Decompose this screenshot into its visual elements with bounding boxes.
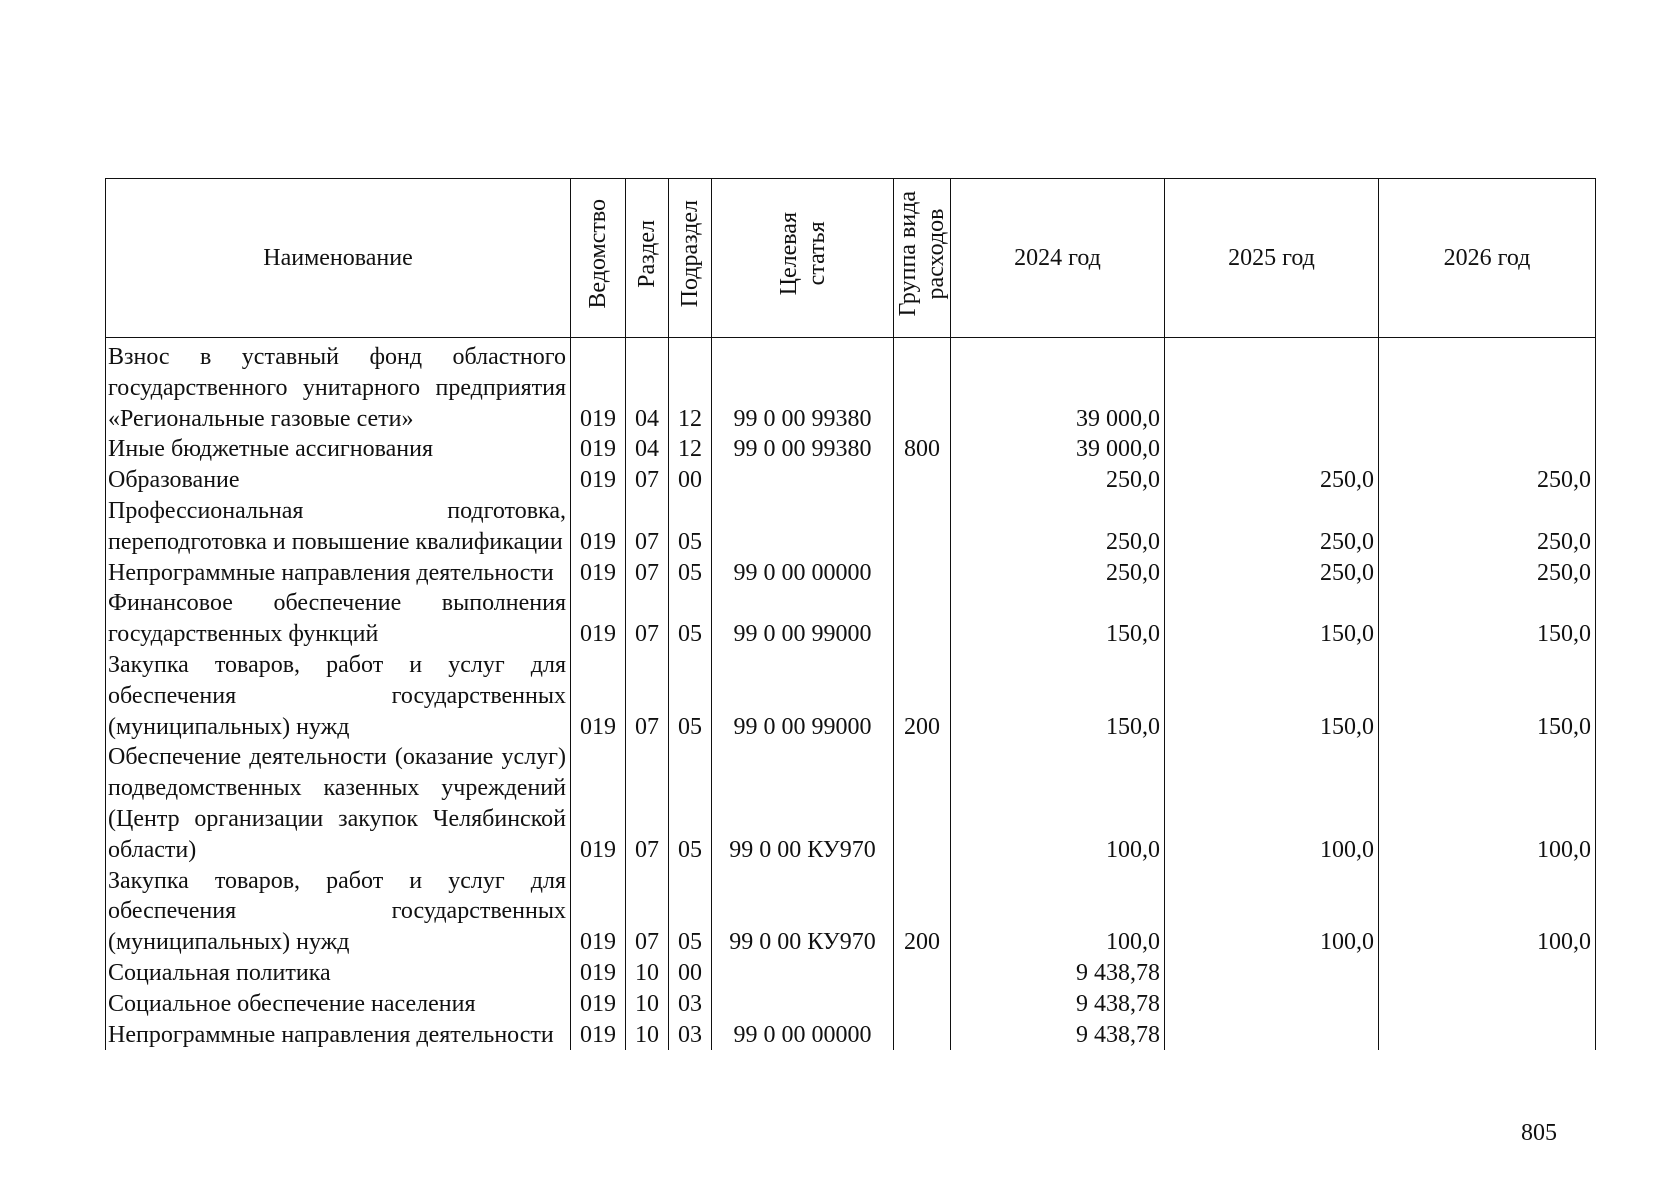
row-2025: 100,0 (1165, 866, 1379, 958)
row-2024: 39 000,0 (951, 338, 1165, 435)
row-target-article (712, 496, 894, 558)
row-ved: 019 (571, 558, 626, 589)
table-row (106, 558, 1596, 589)
row-target-article: 99 0 00 99380 (712, 338, 894, 435)
header-name: Наименование (106, 179, 571, 338)
row-podrazdel: 05 (669, 650, 712, 742)
row-2024: 150,0 (951, 588, 1165, 650)
header-target-article: Целевая статья (712, 179, 894, 338)
row-2024: 250,0 (951, 465, 1165, 496)
row-ved: 019 (571, 866, 626, 958)
table-row (106, 496, 1596, 558)
row-ved: 019 (571, 434, 626, 465)
row-podrazdel: 05 (669, 866, 712, 958)
row-2026 (1379, 338, 1596, 435)
row-ved: 019 (571, 650, 626, 742)
row-2025: 250,0 (1165, 496, 1379, 558)
row-2026 (1379, 958, 1596, 989)
row-2024: 100,0 (951, 742, 1165, 865)
row-name: Непрограммные направления деятельности (106, 1020, 571, 1051)
row-name: Социальная политика (106, 958, 571, 989)
row-razdel: 07 (626, 866, 669, 958)
row-target-article: 99 0 00 99000 (712, 588, 894, 650)
row-razdel: 10 (626, 958, 669, 989)
row-target-article (712, 465, 894, 496)
row-expense-group: 800 (894, 434, 951, 465)
row-expense-group (894, 989, 951, 1020)
row-2025: 150,0 (1165, 588, 1379, 650)
table-row (106, 465, 1596, 496)
row-razdel: 10 (626, 1020, 669, 1051)
row-target-article: 99 0 00 99000 (712, 650, 894, 742)
row-ved: 019 (571, 496, 626, 558)
row-razdel: 07 (626, 558, 669, 589)
row-ved: 019 (571, 338, 626, 435)
row-target-article: 99 0 00 00000 (712, 558, 894, 589)
table-row (106, 588, 1596, 650)
table-row (106, 958, 1596, 989)
row-expense-group: 200 (894, 866, 951, 958)
row-razdel: 07 (626, 588, 669, 650)
row-2026 (1379, 1020, 1596, 1051)
row-podrazdel: 05 (669, 742, 712, 865)
row-podrazdel: 05 (669, 588, 712, 650)
row-name: Взнос в уставный фонд областного государственного унитарного предприятия «Региональные газовые сети» (106, 338, 571, 435)
row-podrazdel: 05 (669, 558, 712, 589)
row-ved: 019 (571, 465, 626, 496)
row-podrazdel: 03 (669, 1020, 712, 1051)
row-2024: 100,0 (951, 866, 1165, 958)
row-2026 (1379, 434, 1596, 465)
row-2025: 100,0 (1165, 742, 1379, 865)
row-podrazdel: 03 (669, 989, 712, 1020)
table-row (106, 1020, 1596, 1051)
row-2026: 150,0 (1379, 650, 1596, 742)
row-razdel: 07 (626, 742, 669, 865)
row-name: Профессиональная подготовка, переподготовка и повышение квалификации (106, 496, 571, 558)
header-row (106, 179, 1596, 338)
row-name: Социальное обеспечение населения (106, 989, 571, 1020)
row-podrazdel: 12 (669, 338, 712, 435)
row-podrazdel: 00 (669, 465, 712, 496)
row-ved: 019 (571, 588, 626, 650)
row-name: Образование (106, 465, 571, 496)
row-name: Финансовое обеспечение выполнения государственных функций (106, 588, 571, 650)
row-2024: 250,0 (951, 558, 1165, 589)
row-expense-group (894, 465, 951, 496)
row-2024: 250,0 (951, 496, 1165, 558)
row-expense-group (894, 588, 951, 650)
table-row (106, 434, 1596, 465)
row-2025 (1165, 434, 1379, 465)
table-row (106, 650, 1596, 742)
row-target-article (712, 958, 894, 989)
row-2024: 9 438,78 (951, 989, 1165, 1020)
row-2025 (1165, 1020, 1379, 1051)
row-name: Иные бюджетные ассигнования (106, 434, 571, 465)
row-ved: 019 (571, 989, 626, 1020)
row-expense-group (894, 1020, 951, 1051)
row-ved: 019 (571, 1020, 626, 1051)
row-2025: 250,0 (1165, 465, 1379, 496)
table-row (106, 866, 1596, 958)
row-ved: 019 (571, 958, 626, 989)
budget-table (105, 178, 1596, 1050)
row-target-article (712, 989, 894, 1020)
table-row (106, 742, 1596, 865)
header-2024: 2024 год (951, 179, 1165, 338)
row-expense-group (894, 496, 951, 558)
row-2025 (1165, 338, 1379, 435)
row-2024: 9 438,78 (951, 1020, 1165, 1051)
page-number: 805 (1521, 1120, 1557, 1146)
row-2026: 100,0 (1379, 742, 1596, 865)
row-target-article: 99 0 00 99380 (712, 434, 894, 465)
header-podrazdel: Подраздел (669, 179, 712, 338)
row-2026: 100,0 (1379, 866, 1596, 958)
row-2026: 250,0 (1379, 465, 1596, 496)
row-2025: 150,0 (1165, 650, 1379, 742)
row-name: Закупка товаров, работ и услуг для обеспечения государственных (муниципальных) нужд (106, 650, 571, 742)
row-razdel: 07 (626, 465, 669, 496)
row-razdel: 07 (626, 496, 669, 558)
header-2025: 2025 год (1165, 179, 1379, 338)
row-2024: 39 000,0 (951, 434, 1165, 465)
row-expense-group (894, 338, 951, 435)
table-row (106, 989, 1596, 1020)
table-row (106, 338, 1596, 435)
row-2026: 150,0 (1379, 588, 1596, 650)
row-2025: 250,0 (1165, 558, 1379, 589)
row-podrazdel: 12 (669, 434, 712, 465)
row-target-article: 99 0 00 00000 (712, 1020, 894, 1051)
row-podrazdel: 00 (669, 958, 712, 989)
table-body (106, 338, 1596, 1051)
row-razdel: 04 (626, 434, 669, 465)
row-target-article: 99 0 00 КУ970 (712, 742, 894, 865)
row-podrazdel: 05 (669, 496, 712, 558)
header-2026: 2026 год (1379, 179, 1596, 338)
row-razdel: 10 (626, 989, 669, 1020)
header-expense-group: Группа вида расходов (894, 179, 951, 338)
row-target-article: 99 0 00 КУ970 (712, 866, 894, 958)
row-2025 (1165, 958, 1379, 989)
row-2026: 250,0 (1379, 496, 1596, 558)
row-name: Закупка товаров, работ и услуг для обеспечения государственных (муниципальных) нужд (106, 866, 571, 958)
row-2024: 9 438,78 (951, 958, 1165, 989)
row-name: Обеспечение деятельности (оказание услуг) подведомственных казенных учреждений (Центр организации закупок Челябинской области) (106, 742, 571, 865)
row-expense-group (894, 742, 951, 865)
row-name: Непрограммные направления деятельности (106, 558, 571, 589)
row-2024: 150,0 (951, 650, 1165, 742)
row-2025 (1165, 989, 1379, 1020)
row-expense-group: 200 (894, 650, 951, 742)
row-razdel: 07 (626, 650, 669, 742)
row-expense-group (894, 958, 951, 989)
header-razdel: Раздел (626, 179, 669, 338)
row-ved: 019 (571, 742, 626, 865)
row-expense-group (894, 558, 951, 589)
row-2026: 250,0 (1379, 558, 1596, 589)
row-2026 (1379, 989, 1596, 1020)
header-ved: Ведомство (571, 179, 626, 338)
row-razdel: 04 (626, 338, 669, 435)
